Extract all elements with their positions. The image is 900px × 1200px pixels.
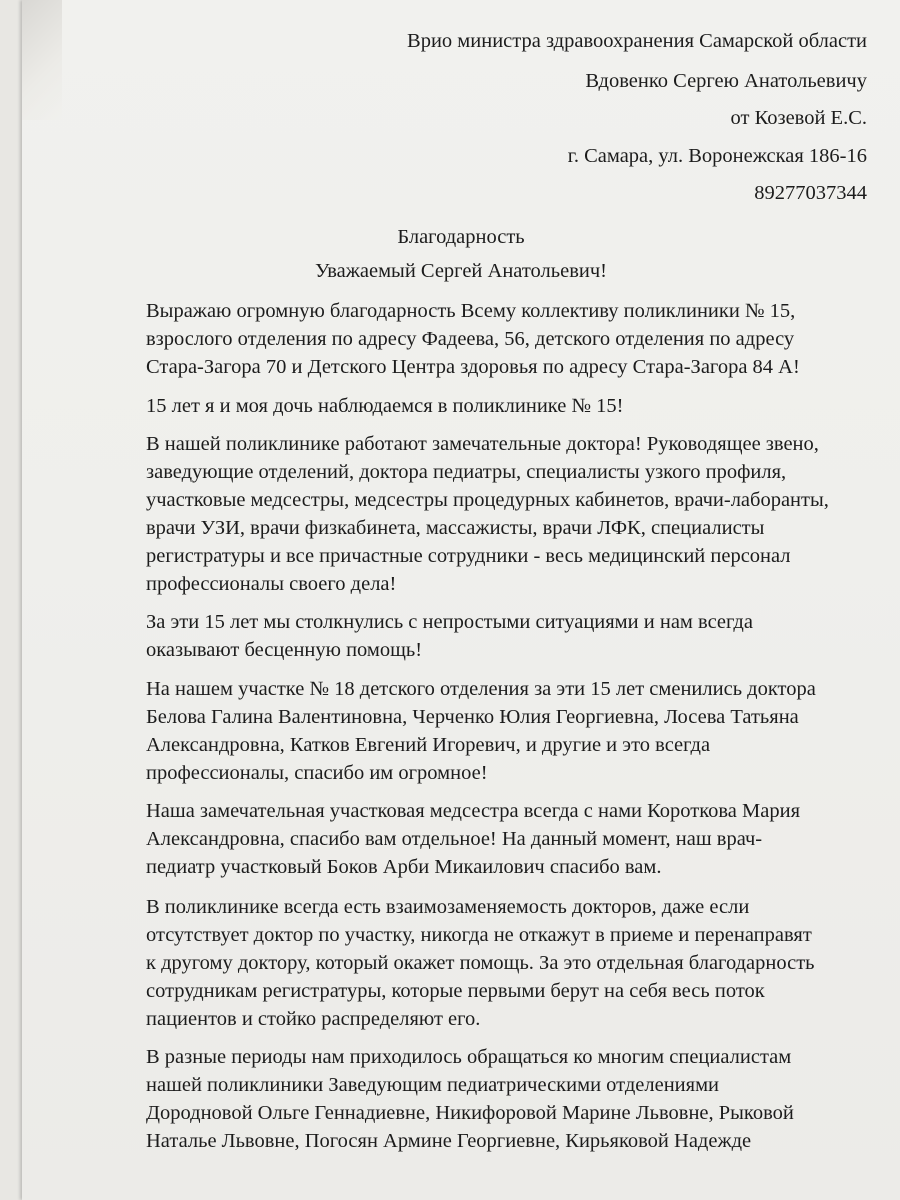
salutation: Уважаемый Сергей Анатольевич! bbox=[315, 260, 607, 282]
paragraph-line: взрослого отделения по адресу Фадеева, 56, детского отделения по адресу bbox=[146, 328, 795, 350]
paragraph-5 bbox=[146, 675, 896, 787]
paragraph-7 bbox=[146, 893, 896, 1033]
paragraph-line: Выражаю огромную благодарность Всему коллективу поликлиники № 15, bbox=[146, 300, 796, 322]
sender-address: г. Самара, ул. Воронежская 186-16 bbox=[567, 145, 867, 167]
paragraph-line: сотрудникам регистратуры, которые первыми берут на себя весь поток bbox=[146, 980, 765, 1002]
paragraph-line: заведующие отделений, доктора педиатры, специалисты узкого профиля, bbox=[146, 461, 787, 483]
paragraph-line: педиатр участковый Боков Арби Микаилович спасибо вам. bbox=[146, 856, 662, 878]
paragraph-line: профессионалы, спасибо им огромное! bbox=[146, 762, 488, 784]
paragraph-line: На нашем участке № 18 детского отделения за эти 15 лет сменились доктора bbox=[146, 678, 816, 700]
paragraph-line: Александровна, Катков Евгений Игоревич, и другие и это всегда bbox=[146, 734, 711, 756]
paragraph-line: В поликлинике всегда есть взаимозаменяемость докторов, даже если bbox=[146, 896, 750, 918]
paragraph-line: оказывают бесценную помощь! bbox=[146, 639, 423, 661]
paragraph-line: Дородновой Ольге Геннадиевне, Никифоровой Марине Львовне, Рыковой bbox=[146, 1102, 794, 1124]
letter bbox=[22, 0, 900, 1200]
paragraph-line: участковые медсестры, медсестры процедурных кабинетов, врачи-лаборанты, bbox=[146, 489, 829, 511]
paragraph-line: За эти 15 лет мы столкнулись с непростыми ситуациями и нам всегда bbox=[146, 611, 753, 633]
paragraph-2 bbox=[146, 392, 896, 420]
paragraph-line: Наша замечательная участковая медсестра всегда с нами Короткова Мария bbox=[146, 800, 801, 822]
paragraph-line: профессионалы своего дела! bbox=[146, 573, 397, 595]
paragraph-line: нашей поликлиники Заведующим педиатрическими отделениями bbox=[146, 1074, 720, 1096]
paragraph-line: регистратуры и все причастные сотрудники - весь медицинский персонал bbox=[146, 545, 791, 567]
paragraph-line: врачи УЗИ, врачи физкабинета, массажисты, врачи ЛФК, специалисты bbox=[146, 517, 765, 539]
paragraph-4 bbox=[146, 608, 896, 664]
paragraph-3 bbox=[146, 430, 896, 598]
paragraph-line: Белова Галина Валентиновна, Черченко Юлия Георгиевна, Лосева Татьяна bbox=[146, 706, 799, 728]
recipient-title: Врио министра здравоохранения Самарской области bbox=[407, 30, 867, 52]
paragraph-line: Стара-Загора 70 и Детского Центра здоровья по адресу Стара-Загора 84 А! bbox=[146, 356, 800, 378]
paragraph-line: В нашей поликлинике работают замечательные доктора! Руководящее звено, bbox=[146, 433, 819, 455]
paragraph-line: 15 лет я и моя дочь наблюдаемся в поликлинике № 15! bbox=[146, 395, 624, 417]
paragraph-line: В разные периоды нам приходилось обращаться ко многим специалистам bbox=[146, 1046, 792, 1068]
sender-line: от Козевой Е.С. bbox=[730, 107, 867, 129]
paragraph-line: Наталье Львовне, Погосян Армине Георгиевне, Кирьяковой Надежде bbox=[146, 1130, 752, 1152]
sender-phone: 89277037344 bbox=[754, 182, 867, 204]
paragraph-1 bbox=[146, 297, 896, 381]
letter-title: Благодарность bbox=[397, 226, 525, 248]
paragraph-line: отсутствует доктор по участку, никогда не откажут в приеме и перенаправят bbox=[146, 924, 812, 946]
paragraph-line: Александровна, спасибо вам отдельное! На данный момент, наш врач- bbox=[146, 828, 763, 850]
document-page bbox=[22, 0, 900, 1200]
recipient-name: Вдовенко Сергею Анатольевичу bbox=[585, 70, 867, 92]
paragraph-line: к другому доктору, который окажет помощь. За это отдельная благодарность bbox=[146, 952, 815, 974]
paragraph-8 bbox=[146, 1043, 896, 1155]
paragraph-6 bbox=[146, 797, 896, 881]
paragraph-line: пациентов и стойко распределяют его. bbox=[146, 1008, 481, 1030]
